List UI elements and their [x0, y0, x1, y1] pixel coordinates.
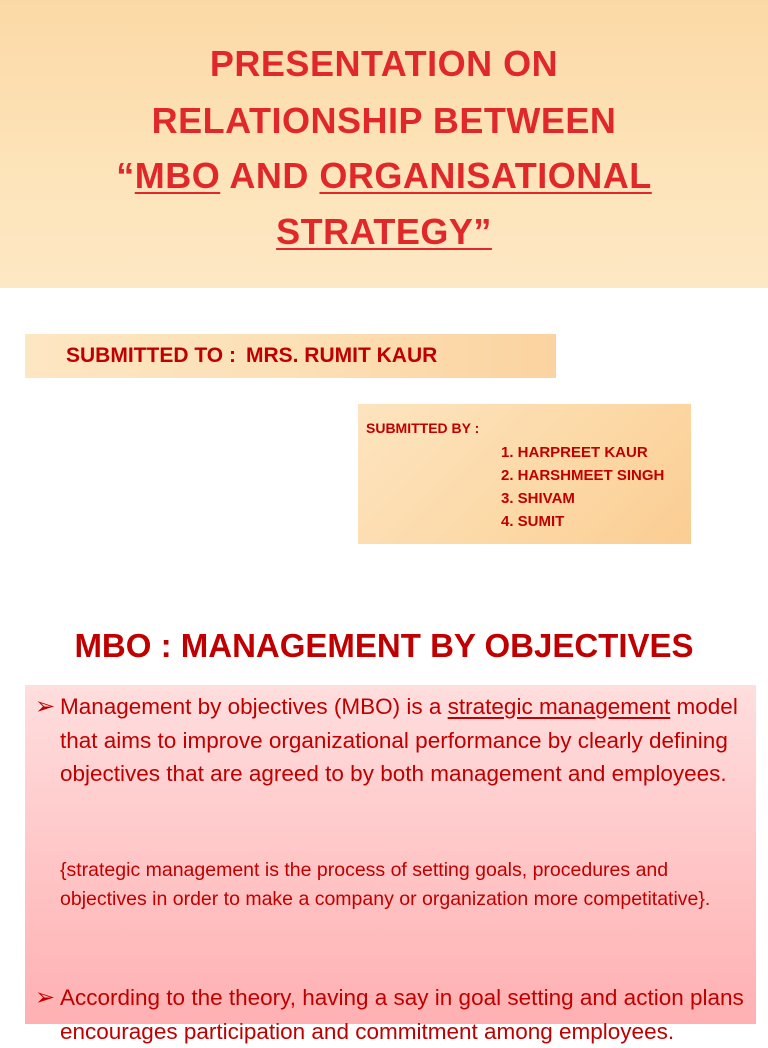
content-box: [25, 685, 756, 1044]
member-item: 4. SUMIT: [501, 513, 565, 530]
arrow-bullet-icon: ➢: [35, 693, 56, 720]
member-item: 3. SHIVAM: [501, 490, 575, 507]
arrow-bullet-icon: ➢: [35, 984, 56, 1011]
bullet-point-1: [35, 690, 750, 791]
member-item: 2. HARSHMEET SINGH: [501, 467, 665, 484]
title-line-4: [0, 210, 768, 254]
submitted-to-banner: [25, 334, 556, 378]
title-organisational-link[interactable]: ORGANISATIONAL: [319, 155, 652, 196]
title-line-2: RELATIONSHIP BETWEEN: [151, 100, 617, 141]
title-banner: [0, 0, 768, 288]
member-list: [501, 441, 664, 533]
title-strategy-link[interactable]: STRATEGY”: [276, 211, 492, 252]
title-line-3: [0, 154, 768, 198]
strategic-management-note: {strategic management is the process of setting goals, procedures and objectives in order to make a company or organization more competitative}.: [60, 859, 711, 910]
title-and: AND: [220, 155, 320, 196]
bullet-1-text-start: Management by objectives (MBO) is a: [60, 694, 448, 719]
bullet-1-text: [60, 690, 750, 791]
submitted-by-label: SUBMITTED BY :: [366, 420, 480, 436]
strategic-management-link[interactable]: strategic management: [447, 694, 671, 719]
title-open-quote: “: [116, 155, 135, 196]
member-item: 1. HARPREET KAUR: [501, 444, 648, 461]
bullet-point-2: [35, 981, 750, 1048]
title-line-1: PRESENTATION ON: [209, 43, 559, 84]
title-mbo-link[interactable]: MBO: [134, 155, 221, 196]
submitted-to-label: SUBMITTED TO :: [66, 344, 236, 367]
section-heading: MBO : MANAGEMENT BY OBJECTIVES: [74, 627, 694, 664]
bullet-2-text: According to the theory, having a say in goal setting and action plans encourages participation and commitment among employees.: [60, 985, 744, 1044]
submitted-by-box: [358, 404, 691, 544]
bullet-1-text-end: model that aims to improve organizational performance by clearly defining objectives that are agreed to by both management and employees.: [60, 694, 738, 786]
submitted-to-name: MRS. RUMIT KAUR: [245, 344, 438, 367]
